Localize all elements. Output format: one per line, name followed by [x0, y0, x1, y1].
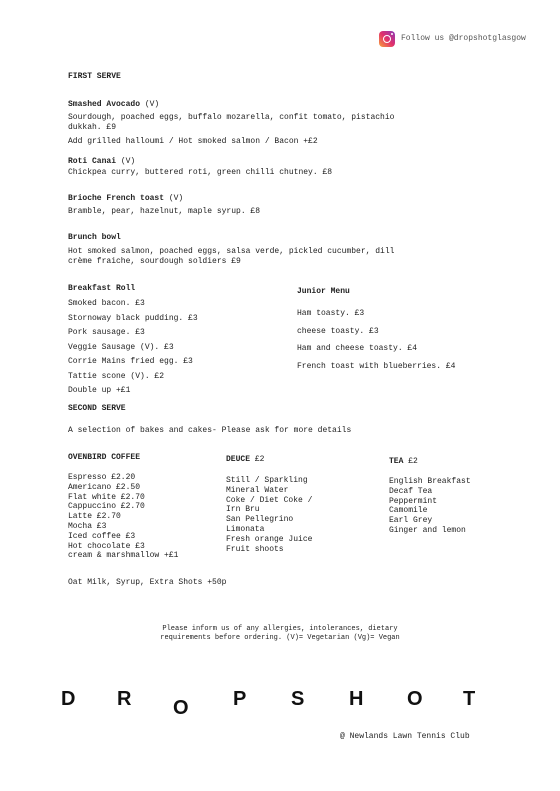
menu-item-title: Brioche French toast (V) — [68, 194, 184, 203]
list-item: Mocha £3 — [68, 521, 107, 531]
list-item: Flat white £2.70 — [68, 492, 145, 502]
list-item: Espresso £2.20 — [68, 473, 136, 482]
list-item: Americano £2.50 — [68, 482, 141, 492]
menu-item-desc: Hot smoked salmon, poached eggs, salsa verde, pickled cucumber, dill — [68, 247, 395, 256]
follow-text[interactable]: Follow us @dropshotglasgow — [401, 34, 526, 43]
list-item: Fruit shoots — [226, 544, 284, 554]
menu-item-desc: Chickpea curry, buttered roti, green chilli chutney. £8 — [68, 168, 333, 177]
list-item: Iced coffee £3 — [68, 531, 136, 541]
list-item: Irn Bru — [226, 505, 260, 515]
coffee-list — [68, 473, 178, 561]
list-item: Stornoway black pudding. £3 — [68, 313, 198, 323]
logo-letter: S — [291, 688, 305, 710]
menu-item-desc: Sourdough, poached eggs, buffalo mozarella, confit tomato, pistachio — [68, 113, 395, 122]
junior-menu-heading: Junior Menu — [297, 287, 350, 296]
list-item: Ginger and lemon — [389, 525, 466, 535]
logo-letter: P — [233, 688, 247, 710]
logo-letter: H — [349, 688, 364, 710]
list-item: Mineral Water — [226, 485, 289, 495]
tea-list — [389, 477, 471, 536]
list-item: English Breakfast — [389, 477, 471, 486]
list-item: Still / Sparkling — [226, 476, 308, 485]
ovenbird-coffee-heading: OVENBIRD COFFEE — [68, 453, 141, 462]
list-item: Limonata — [226, 524, 265, 534]
list-item: cream & marshmallow +£1 — [68, 551, 179, 561]
list-item: Cappuccino £2.70 — [68, 502, 145, 512]
extras-text: Oat Milk, Syrup, Extra Shots +50p — [68, 578, 227, 587]
list-item: Pork sausage. £3 — [68, 328, 145, 337]
list-item: Coke / Diet Coke / — [226, 495, 313, 505]
menu-item-desc: dukkah. £9 — [68, 123, 117, 132]
logo-letter: O — [407, 688, 423, 710]
list-item: Latte £2.70 — [68, 512, 121, 522]
menu-item-title: Brunch bowl — [68, 233, 121, 242]
venue-text: @ Newlands Lawn Tennis Club — [340, 732, 470, 741]
list-item: Smoked bacon. £3 — [68, 299, 145, 308]
list-item: Camomile — [389, 506, 428, 516]
menu-item-desc: crème fraiche, sourdough soldiers £9 — [68, 257, 241, 266]
instagram-icon[interactable] — [379, 31, 395, 47]
list-item: Ham and cheese toasty. £4 — [297, 344, 418, 354]
list-item: Corrie Mains fried egg. £3 — [68, 357, 193, 366]
list-item: Decaf Tea — [389, 486, 433, 496]
deuce-list — [226, 476, 312, 554]
menu-item-title: Roti Canai (V) — [68, 157, 136, 166]
logo-letter: T — [463, 688, 476, 710]
logo-letter: D — [61, 688, 76, 710]
list-item: Tattie scone (V). £2 — [68, 371, 165, 381]
allergy-notice-line: requirements before ordering. (V)= Vegetarian (Vg)= Vegan — [160, 634, 400, 642]
list-item: French toast with blueberries. £4 — [297, 362, 456, 372]
list-item: Ham toasty. £3 — [297, 309, 365, 318]
breakfast-roll-heading: Breakfast Roll — [68, 284, 136, 293]
deuce-heading: DEUCE £2 — [226, 455, 265, 464]
list-item: San Pellegrino — [226, 515, 294, 525]
allergy-notice-line: Please inform us of any allergies, intolerances, dietary — [162, 625, 398, 633]
menu-item-title: Smashed Avocado (V) — [68, 100, 160, 109]
menu-item-desc: Bramble, pear, hazelnut, maple syrup. £8 — [68, 207, 261, 216]
second-serve-heading: SECOND SERVE — [68, 404, 126, 413]
first-serve-heading: FIRST SERVE — [68, 72, 121, 81]
list-item: cheese toasty. £3 — [297, 326, 379, 336]
list-item: Fresh orange Juice — [226, 534, 313, 544]
list-item: Peppermint — [389, 496, 438, 506]
tea-heading: TEA £2 — [389, 457, 418, 466]
menu-item-extra: Add grilled halloumi / Hot smoked salmon / Bacon +£2 — [68, 137, 318, 146]
list-item: Hot chocolate £3 — [68, 541, 145, 551]
logo-letter: R — [117, 688, 132, 710]
logo-letter: O — [173, 697, 189, 719]
breakfast-roll-list — [68, 297, 198, 399]
second-serve-desc: A selection of bakes and cakes- Please ask for more details — [68, 426, 352, 435]
junior-menu-list — [297, 305, 455, 376]
list-item: Double up +£1 — [68, 386, 131, 395]
list-item: Earl Grey — [389, 516, 433, 526]
list-item: Veggie Sausage (V). £3 — [68, 342, 174, 352]
